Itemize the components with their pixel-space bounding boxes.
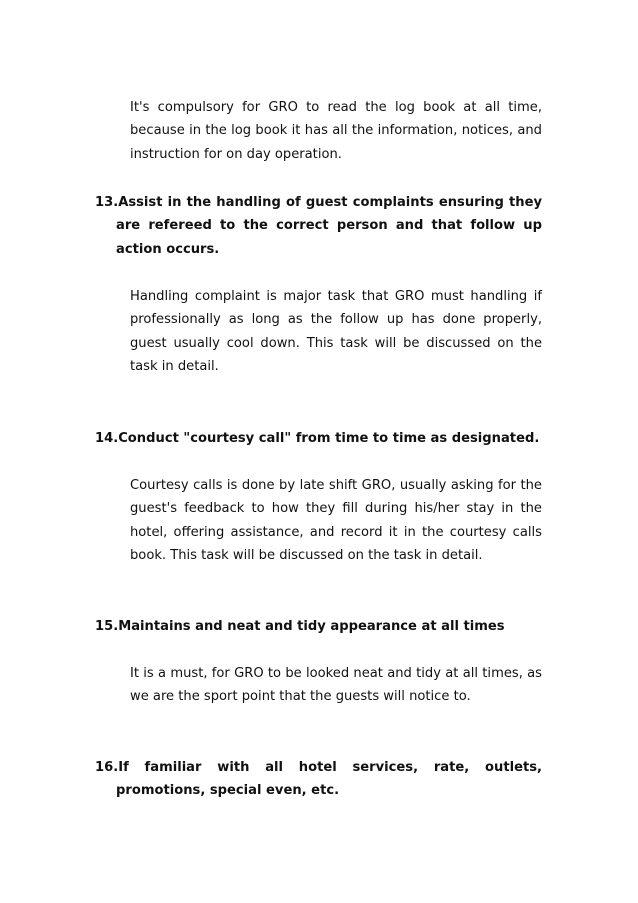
heading-16-line-2: promotions, special even, etc. (116, 783, 340, 799)
heading-13-line-2: are refereed to the correct person and that follow up (116, 218, 542, 234)
heading-16 (95, 756, 542, 803)
section-13-paragraph: Handling complaint is major task that GRO must handling if professionally as long as the follow up has done properly, guest usually cool down. This task will be discussed on the task in detail. (130, 289, 542, 375)
heading-15 (95, 615, 542, 638)
heading-13-line-1: 13.Assist in the handling of guest complaints ensuring they (95, 195, 542, 210)
heading-14 (95, 427, 542, 450)
heading-13 (95, 191, 542, 261)
section-14-paragraph: Courtesy calls is done by late shift GRO, usually asking for the guest's feedback to how they fill during his/her stay in the hotel, offering assistance, and record it in the courtesy calls book. This task will be discussed on the task in detail. (130, 478, 542, 564)
section-15-paragraph: It is a must, for GRO to be looked neat and tidy at all times, as we are the sport point that the guests will notice to. (130, 666, 542, 705)
heading-13-line-3: action occurs. (116, 241, 220, 257)
heading-14-line-1: 14.Conduct "courtesy call" from time to time as designated. (95, 431, 540, 446)
intro-paragraph: It's compulsory for GRO to read the log book at all time, because in the log book it has all the information, notices, and instruction for on day operation. (130, 100, 542, 162)
heading-16-line-1: 16.If familiar with all hotel services, rate, outlets, (95, 760, 542, 775)
heading-15-line-1: 15.Maintains and neat and tidy appearance at all times (95, 619, 505, 634)
